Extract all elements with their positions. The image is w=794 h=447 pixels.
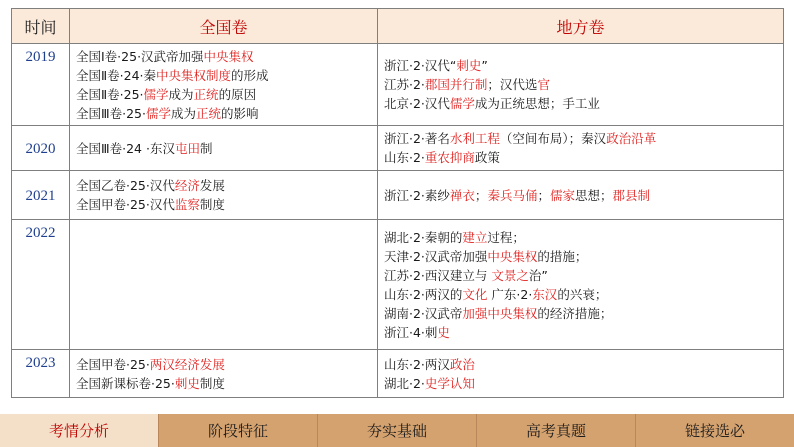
text-segment: 全国Ⅲ卷·24 ·东汉: [76, 140, 175, 156]
local-exam-cell: [378, 171, 784, 220]
highlighted-term: 监察: [174, 197, 200, 212]
local-exam-line: [384, 266, 777, 285]
local-exam-line: [384, 285, 777, 304]
national-exam-line: [76, 195, 371, 214]
local-exam-line: [384, 304, 777, 323]
highlighted-term: 水利工程: [449, 131, 500, 146]
highlighted-term: 文化: [462, 286, 488, 302]
tab-5[interactable]: 链接选必: [684, 422, 745, 440]
national-exam-line: [76, 355, 371, 374]
local-exam-line: [384, 247, 777, 266]
highlighted-term: 儒学: [143, 86, 169, 102]
text-segment: 过程；: [487, 229, 525, 245]
national-exam-cell: [70, 44, 378, 126]
local-exam-line: [384, 355, 777, 374]
text-segment: 制: [199, 140, 213, 156]
local-exam-line: [384, 75, 777, 94]
national-exam-line: [76, 85, 371, 104]
text-segment: 湖北·2·: [384, 375, 425, 391]
text-segment: 浙江·4·刺: [384, 324, 438, 340]
text-segment: 浙江·2·素纱: [384, 187, 450, 203]
table-row: [12, 44, 784, 126]
highlighted-term: 正统: [196, 105, 222, 121]
text-segment: ；汉代选: [487, 77, 538, 92]
highlighted-term: 刺史: [174, 375, 200, 391]
highlighted-term: 儒家: [549, 187, 575, 203]
text-segment: 天津·2·汉武帝加强: [384, 248, 488, 264]
text-segment: 全国新课标卷·25·: [76, 375, 175, 391]
text-segment: 思想；: [574, 187, 613, 203]
text-segment: 的兴衰；: [557, 286, 608, 302]
national-exam-line: [76, 47, 371, 66]
text-segment: 的原因: [218, 86, 257, 102]
tab-1[interactable]: 考情分析: [0, 414, 159, 447]
national-exam-line: [76, 374, 371, 393]
text-segment: 制度: [199, 375, 225, 391]
text-segment: 全国Ⅰ卷·25·汉武帝加强: [76, 48, 204, 64]
text-segment: 江苏·2·西汉建立与: [384, 267, 492, 283]
local-exam-line: [384, 186, 777, 205]
text-segment: （空间布局）；秦汉: [499, 131, 607, 146]
text-segment: 浙江·2·汉代“: [384, 58, 457, 73]
text-segment: 全国乙卷·25·汉代: [76, 178, 175, 193]
national-exam-cell: [70, 126, 378, 171]
highlighted-term: 郡国并行制: [424, 77, 488, 92]
highlighted-term: 儒学: [449, 96, 475, 111]
header-local: 地方卷: [378, 9, 784, 44]
local-exam-line: [384, 228, 777, 247]
highlighted-term: 经济: [174, 178, 200, 193]
table-row: [12, 171, 784, 220]
table-header-row: [12, 9, 784, 44]
highlighted-term: 两汉经济发展: [149, 356, 225, 372]
highlighted-term: 官: [537, 77, 550, 92]
highlighted-term: 史学认知: [424, 375, 475, 391]
text-segment: 的形成: [231, 67, 269, 83]
highlighted-term: 中央集权制度: [156, 67, 232, 83]
local-exam-line: [384, 323, 777, 342]
national-exam-cell: [70, 350, 378, 398]
text-segment: 政策: [474, 150, 500, 165]
national-exam-line: [76, 139, 371, 158]
text-segment: 的影响: [221, 105, 259, 121]
text-segment: ；: [474, 187, 488, 203]
text-segment: 治”: [528, 267, 548, 283]
text-segment: 全国Ⅲ卷·25·: [76, 105, 146, 121]
national-exam-line: [76, 104, 371, 123]
highlighted-term: 正统: [193, 86, 219, 102]
exam-analysis-table-container: [11, 8, 783, 410]
text-segment: 江苏·2·: [384, 77, 425, 92]
year-cell: 2020: [12, 126, 70, 171]
local-exam-line: [384, 148, 777, 167]
text-segment: 北京·2·汉代: [384, 96, 450, 111]
highlighted-term: 中央集权: [487, 248, 538, 264]
text-segment: 的措施；: [537, 248, 588, 264]
year-cell: 2023: [12, 350, 70, 398]
text-segment: 湖南·2·汉武帝: [384, 305, 463, 321]
local-exam-line: [384, 94, 777, 113]
highlighted-term: 建立: [462, 229, 488, 245]
highlighted-term: 禅衣: [449, 187, 475, 203]
text-segment: 全国Ⅱ卷·24·秦: [76, 67, 157, 83]
text-segment: 发展: [199, 178, 225, 193]
national-exam-cell: [70, 171, 378, 220]
highlighted-term: 秦兵马俑: [487, 187, 538, 203]
national-exam-line: [76, 66, 371, 85]
year-cell: 2021: [12, 171, 70, 220]
highlighted-term: 重农抑商: [424, 150, 475, 165]
local-exam-cell: [378, 44, 784, 126]
year-cell: 2019: [12, 44, 70, 126]
tab-3[interactable]: 夯实基础: [318, 414, 477, 447]
local-exam-cell: [378, 350, 784, 398]
national-exam-line: [76, 176, 371, 195]
highlighted-term: 东汉: [532, 286, 558, 302]
text-segment: 湖北·2·秦朝的: [384, 229, 463, 245]
text-segment: 制度: [199, 197, 225, 212]
text-segment: 成为: [171, 105, 197, 121]
tab-2[interactable]: 阶段特征: [159, 414, 318, 447]
local-exam-cell: [378, 126, 784, 171]
text-segment: 浙江·2·著名: [384, 131, 450, 146]
local-exam-line: [384, 129, 777, 148]
text-segment: 全国Ⅱ卷·25·: [76, 86, 144, 102]
highlighted-term: 史: [437, 324, 450, 340]
text-segment: 山东·2·两汉的: [384, 286, 463, 302]
highlighted-term: 政治沿革: [606, 131, 657, 146]
tab-4[interactable]: 高考真题: [477, 414, 636, 447]
table-row: [12, 220, 784, 350]
year-cell: 2022: [12, 220, 70, 350]
table-row: [12, 350, 784, 398]
table-row: [12, 126, 784, 171]
text-segment: 山东·2·: [384, 150, 425, 165]
text-segment: 广东·2·: [487, 286, 533, 302]
text-segment: 成为: [168, 86, 194, 102]
local-exam-line: [384, 56, 777, 75]
text-segment: ”: [481, 58, 488, 73]
text-segment: 全国甲卷·25·: [76, 356, 150, 372]
text-segment: ；: [537, 187, 550, 203]
highlighted-term: 郡县制: [612, 187, 651, 203]
text-segment: 山东·2·两汉: [384, 356, 450, 372]
text-segment: 成为正统思想；手工业: [474, 96, 600, 111]
local-exam-line: [384, 374, 777, 393]
bottom-tab-bar: [0, 414, 794, 447]
text-segment: 的经济措施；: [537, 305, 613, 321]
local-exam-cell: [378, 220, 784, 350]
text-segment: 全国甲卷·25·汉代: [76, 197, 175, 212]
exam-analysis-table: [11, 8, 784, 398]
highlighted-term: 中央集权: [203, 48, 254, 64]
highlighted-term: 加强中央集权: [462, 305, 538, 321]
header-time: 时间: [12, 9, 70, 44]
highlighted-term: 儒学: [145, 105, 171, 121]
highlighted-term: 刺史: [456, 58, 482, 73]
header-national: 全国卷: [70, 9, 378, 44]
highlighted-term: 政治: [449, 356, 475, 372]
highlighted-term: 文景之: [491, 267, 529, 283]
highlighted-term: 屯田: [174, 140, 200, 156]
national-exam-cell: [70, 220, 378, 350]
